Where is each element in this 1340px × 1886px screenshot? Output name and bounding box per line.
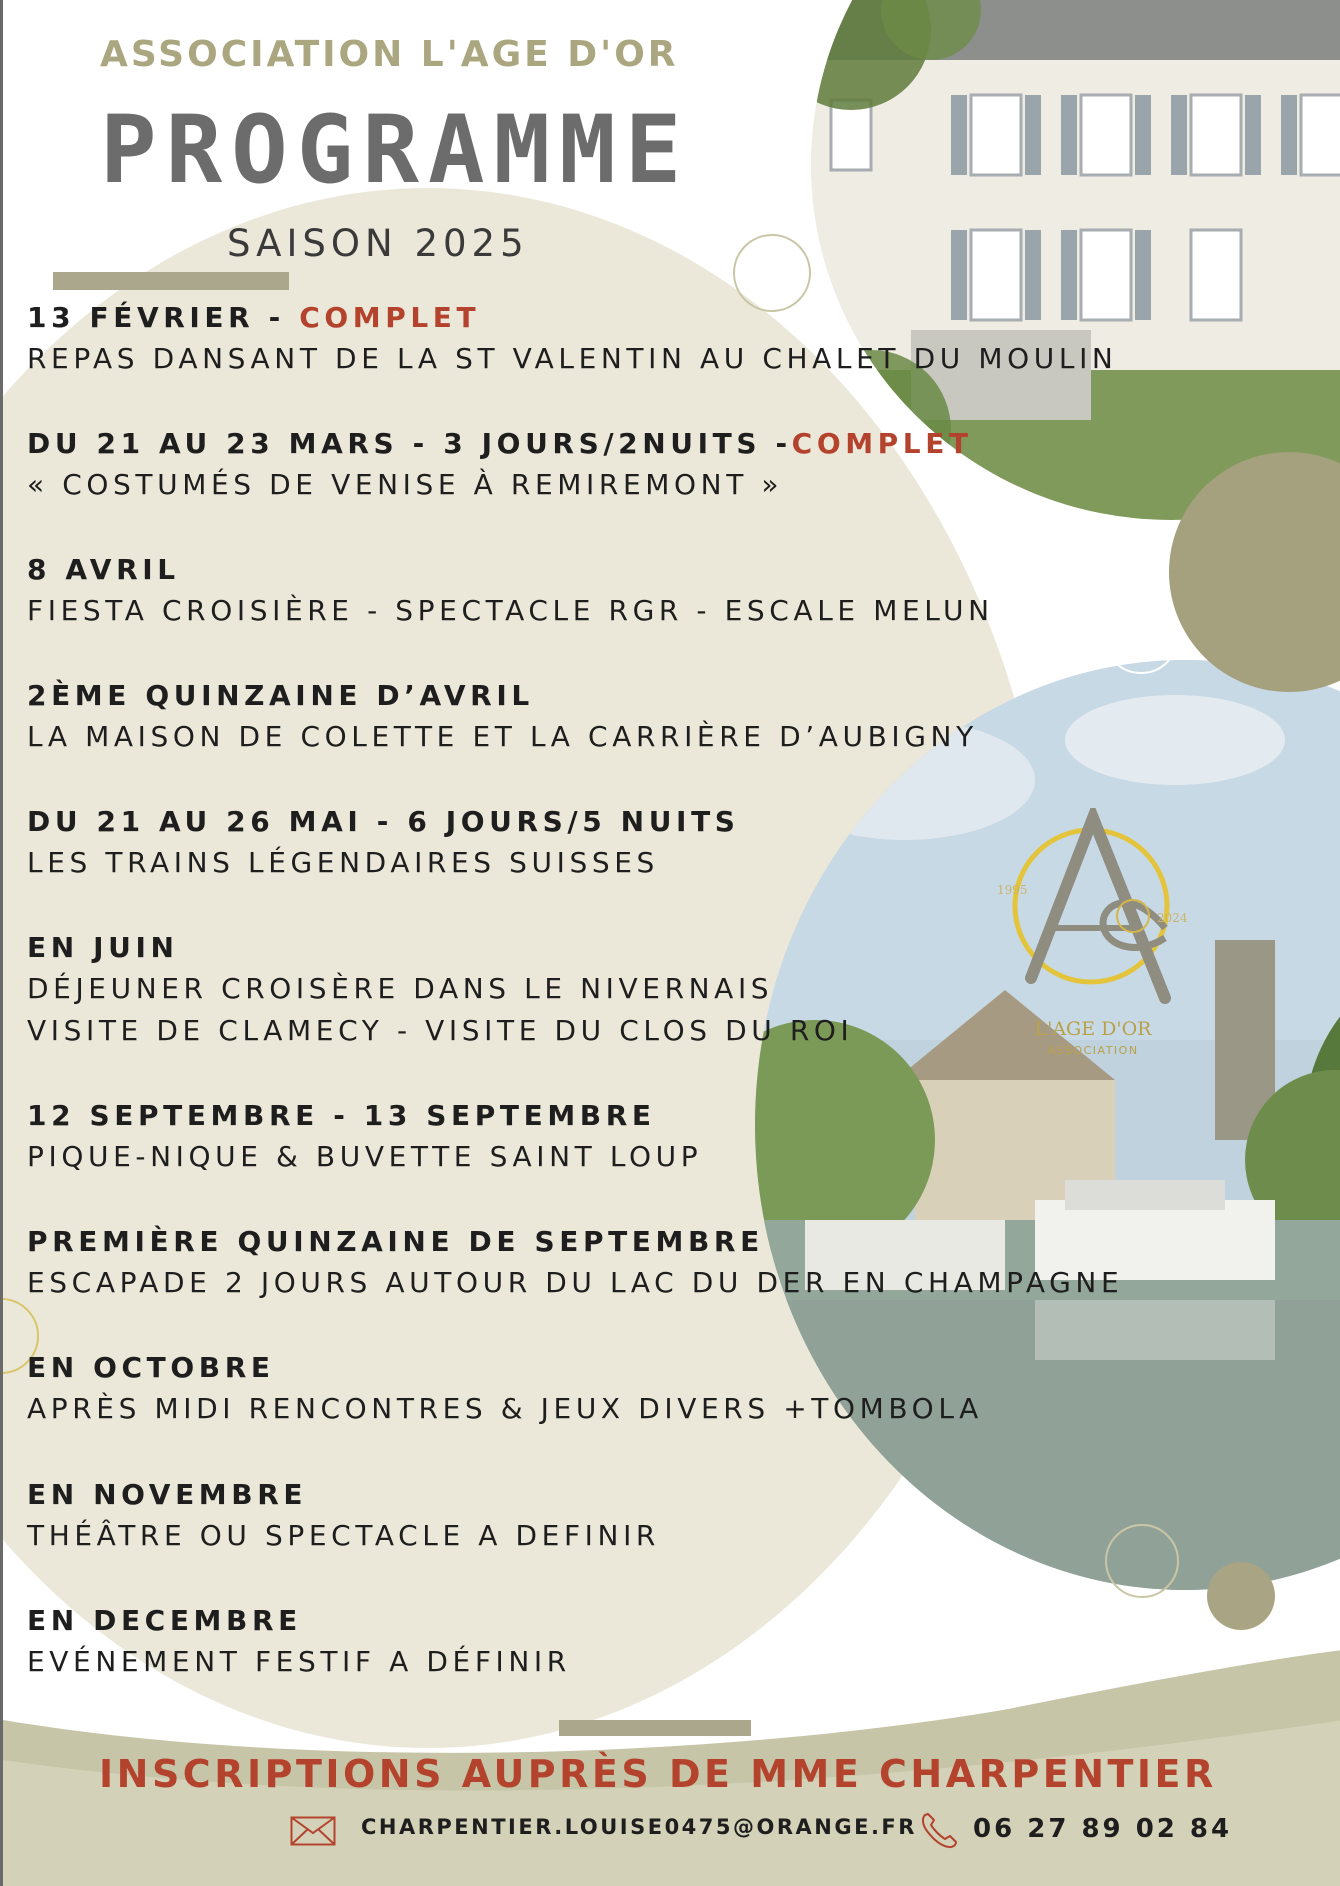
- event-item: [27, 550, 994, 632]
- event-item: [27, 802, 740, 884]
- event-item: [27, 1475, 660, 1557]
- logo-year-start: 1995: [997, 883, 1028, 897]
- event-item: [27, 1601, 571, 1683]
- event-item: [27, 928, 853, 1052]
- decorative-ring: [1105, 1524, 1179, 1598]
- event-description: LES TRAINS LÉGENDAIRES SUISSES: [27, 846, 659, 879]
- event-description: PIQUE-NIQUE & BUVETTE SAINT LOUP: [27, 1140, 703, 1173]
- event-description: LA MAISON DE COLETTE ET LA CARRIÈRE D’AUBIGNY: [27, 720, 978, 753]
- logo-subtitle: ASSOCIATION: [1047, 1044, 1139, 1057]
- mail-icon: [290, 1816, 336, 1846]
- contact-phone-link[interactable]: 06 27 89 02 84: [973, 1814, 1233, 1844]
- logo-year-end: 2024: [1157, 911, 1188, 925]
- event-date: 13 FÉVRIER - COMPLET: [27, 301, 481, 334]
- event-description: APRÈS MIDI RENCONTRES & JEUX DIVERS +TOMBOLA: [27, 1392, 983, 1425]
- event-date: EN DECEMBRE: [27, 1604, 302, 1637]
- event-description: THÉÂTRE OU SPECTACLE A DEFINIR: [27, 1519, 660, 1552]
- programme-title: PROGRAMME: [100, 96, 691, 205]
- event-date: DU 21 AU 26 MAI - 6 JOURS/5 NUITS: [27, 805, 740, 838]
- event-description: DÉJEUNER CROISÈRE DANS LE NIVERNAIS: [27, 972, 774, 1005]
- inscriptions-heading: INSCRIPTIONS AUPRÈS DE MME CHARPENTIER: [99, 1752, 1217, 1796]
- decorative-dot: [1207, 1562, 1275, 1630]
- event-item: [27, 1096, 702, 1178]
- footer-divider-bar: [559, 1720, 751, 1736]
- event-date: DU 21 AU 23 MARS - 3 JOURS/2NUITS -COMPLET: [27, 427, 973, 460]
- event-status: COMPLET: [299, 301, 481, 334]
- event-description: ESCAPADE 2 JOURS AUTOUR DU LAC DU DER EN CHAMPAGNE: [27, 1266, 1124, 1299]
- event-date: 2ÈME QUINZAINE D’AVRIL: [27, 679, 534, 712]
- event-description: EVÉNEMENT FESTIF A DÉFINIR: [27, 1645, 571, 1678]
- association-title: ASSOCIATION L'AGE D'OR: [100, 34, 679, 75]
- logo-name: L'AGE D'OR: [1034, 1018, 1152, 1040]
- phone-icon: [919, 1812, 959, 1850]
- event-date: EN NOVEMBRE: [27, 1478, 308, 1511]
- event-date: PREMIÈRE QUINZAINE DE SEPTEMBRE: [27, 1225, 764, 1258]
- event-item: [27, 298, 1117, 380]
- event-description: VISITE DE CLAMECY - VISITE DU CLOS DU ROI: [27, 1014, 854, 1047]
- event-description: FIESTA CROISIÈRE - SPECTACLE RGR - ESCALE MELUN: [27, 594, 994, 627]
- header-divider-bar: [53, 272, 289, 290]
- event-date: 8 AVRIL: [27, 553, 180, 586]
- decorative-ring: [1103, 598, 1179, 674]
- event-date: EN OCTOBRE: [27, 1351, 275, 1384]
- event-status: COMPLET: [791, 427, 973, 460]
- event-item: [27, 1222, 1123, 1304]
- event-description: « COSTUMÉS DE VENISE À REMIREMONT »: [27, 468, 784, 501]
- event-item: [27, 676, 978, 758]
- contact-email-link[interactable]: CHARPENTIER.LOUISE0475@ORANGE.FR: [361, 1815, 917, 1839]
- event-date: EN JUIN: [27, 931, 179, 964]
- event-item: [27, 1348, 983, 1430]
- season-label: SAISON 2025: [227, 222, 529, 265]
- event-item: [27, 424, 973, 506]
- event-date: 12 SEPTEMBRE - 13 SEPTEMBRE: [27, 1099, 656, 1132]
- event-description: REPAS DANSANT DE LA ST VALENTIN AU CHALET DU MOULIN: [27, 342, 1118, 375]
